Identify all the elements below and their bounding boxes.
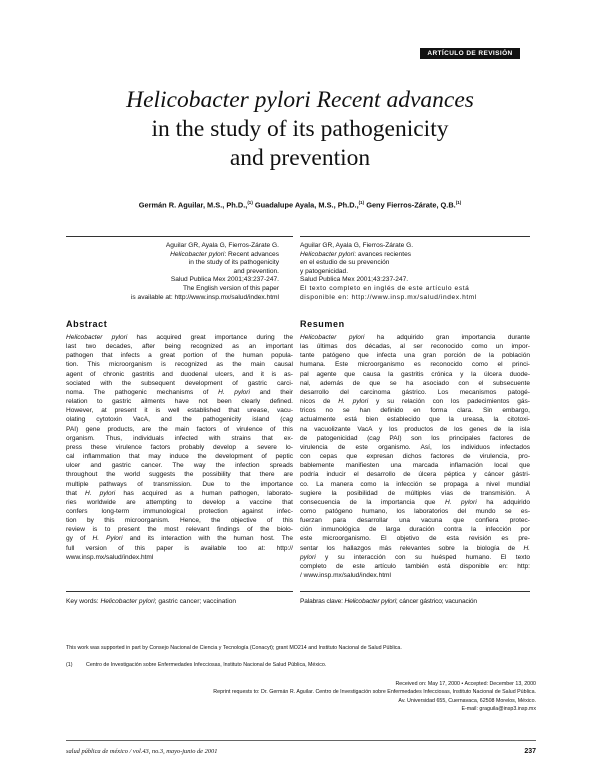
text-line: Helicobacter pylori ha adquirido gran importancia durante [300, 334, 530, 341]
text-line: de patogenicidad (cag PAI) son los principales factores de [300, 434, 531, 442]
title-line: in the study of its pathogenicity [151, 116, 449, 142]
text-line: that H. pylori has acquired as a human pathogen, laborato- [66, 489, 293, 497]
keywords-english: Key words: Helicobacter pylori; gastric cancer; vaccination [66, 598, 237, 605]
text-line: bablemente manifiesten una marcada inflamación local que [300, 462, 530, 470]
contact-email[interactable]: E-mail: graguila@insp3.insp.mx [461, 706, 536, 713]
text-line: tricos no se han definido en forma clara. Sin embargo, [300, 407, 530, 415]
citation-line: Salud Publica Mex 2001;43:237-247. [170, 276, 279, 284]
text-line: gy of H. Pylori and its interaction with the human host. The [66, 535, 293, 543]
text-line: noma. The pathogenic mechanisms of H. pylori and their [66, 388, 293, 396]
text-line: cal inflammation that may induce the development of peptic [66, 453, 293, 461]
text-line: relation to gastric ailments have not been clearly defined. [66, 398, 293, 406]
article-title [60, 86, 540, 173]
text-line: agent of chronic gastritis and duodenal ulcers, and it is as- [66, 370, 293, 378]
keywords-spanish: Palabras clave: Helicobacter pylori; cáncer gástrico; vacunación [300, 598, 477, 605]
text-line: press these virulence factors probably develop a severe lo- [66, 443, 293, 451]
affiliation-marker: (1) [358, 200, 365, 205]
text-line: como patógeno humano, los laboratorios del mundo se es- [300, 507, 530, 515]
funding-note: This work was supported in part by Consejo Nacional de Ciencia y Tecnología (Conacyt); grant MO214 and Instituto Nacional de Salud Pública. [66, 645, 402, 651]
citation-line: Helicobacter pylori: Recent advances [170, 250, 279, 258]
text-line: throughout the world suggests the possibility that there are [66, 471, 293, 479]
text-line: sociated with the subsequent development of gastric carci- [66, 379, 293, 387]
text-line: desarrollo del carcinoma gástrico. Los mecanismos patogé- [300, 388, 530, 396]
text-line: pal agente que causa la gastritis crónica y la úlcera duode- [300, 370, 530, 378]
article-type-badge: ARTÍCULO DE REVISIÓN [420, 48, 520, 59]
affiliation-number: (1) [66, 662, 73, 668]
text-line: tion by this microorganism. Hence, the objective of this [66, 517, 293, 525]
text-line: pylori y su interacción con su huésped humano. El texto [300, 553, 530, 561]
affiliation-text: Centro de Investigación sobre Enfermedades Infecciosas, Instituto Nacional de Salud Pública, México. [86, 662, 327, 668]
correspondence-block [66, 680, 536, 714]
citation-line: en el estudio de su prevención [300, 259, 390, 267]
text-line: sugiere la posibilidad de múltiples vías de transmisión. A [300, 489, 530, 497]
title-line: and prevention [229, 145, 371, 171]
keywords-rule [66, 591, 293, 592]
text-line: pathogen that infects a great portion of the human popula- [66, 352, 293, 360]
text-line: este microorganismo. El objetivo de esta revisión es pre- [300, 535, 530, 543]
text-line: / www.insp.mx/salud/index.html [300, 572, 391, 580]
text-line: ries worldwide are attempting to develop a vaccine that [66, 498, 293, 506]
text-line: co. La manera como la infección se propaga a nivel mundial [300, 480, 530, 488]
reprint-address: Av. Universidad 655, Cuernavaca, 62508 Morelos, México. [398, 697, 536, 704]
citation-line: Aguilar GR, Ayala G, Fierros-Zárate G. [300, 242, 414, 249]
reprint-request: Reprint requests to: Dr. Germán R. Aguilar. Centro de Investigación sobre Enfermedades Infecciosas, Instituto Nacional de Salud Pública. [213, 689, 536, 696]
text-line: ulcer and gastric cancer. The way the infection spreads [66, 462, 293, 470]
text-line: PAI) gene products, are the main factors of virulence of this [66, 425, 293, 433]
text-line: na vacuolizante VacA y los productos de los genes de la isla [300, 425, 530, 433]
text-line: virulencia de este organismo. Así, los individuos infectados [300, 443, 530, 451]
keywords-rule [300, 591, 530, 592]
author-name: Geny Fierros-Zárate, Q.B. [366, 200, 456, 210]
citation-line: Helicobacter pylori: avances recientes [300, 250, 412, 258]
text-line: las últimas dos décadas, al ser reconocido como un impor- [300, 343, 530, 351]
affiliation-marker: (1) [455, 200, 462, 205]
column-rule [300, 236, 530, 237]
text-line: humana. Este microorganismo es reconocido como el princi- [300, 361, 530, 369]
received-dates: Received on: May 17, 2000 • Accepted: December 13, 2000 [395, 681, 536, 687]
citation-line: in the study of its pathogenicity [188, 259, 279, 267]
resumen-heading: Resumen [300, 319, 345, 329]
text-line: consecuencia de la importancia que H. pylori ha adquirido [300, 498, 531, 506]
text-line: olating cytotoxin VacA, and the pathogenicity island (cag [66, 416, 293, 424]
text-line: However, at present it is well established that urease, vacu- [66, 407, 293, 415]
text-line: sentar los hallazgos más relevantes sobre la biología de H. [300, 544, 530, 552]
citation-line: El texto completo en inglés de este artículo está [300, 284, 470, 292]
text-line: nicos de H. pylori y su relación con los padecimientos gás- [300, 398, 530, 406]
text-line: tante patógeno que infecta una gran porción de la población [300, 352, 530, 360]
affiliation-marker: (1) [247, 200, 253, 205]
text-line: podría inducir el desarrollo de úlcera péptica y cáncer gástri- [300, 471, 530, 479]
text-line: review is to present the most relevant findings of the biolo- [66, 526, 293, 534]
text-line: Helicobacter pylori has acquired great importance during the [66, 334, 293, 341]
journal-footer: salud pública de méxico / vol.43, no.3, mayo-junio de 2001 [66, 748, 218, 755]
author-list [60, 200, 540, 209]
citation-english [66, 242, 279, 302]
column-rule [66, 236, 293, 237]
citation-line: The English version of this paper [182, 284, 279, 292]
citation-line: and prevention. [233, 267, 279, 275]
author-name: Guadalupe Ayala, M.S., Ph.D., [254, 200, 359, 210]
citation-url[interactable]: is available at: http://www.insp.mx/salud/index.html [130, 293, 279, 301]
citation-url[interactable]: disponible en: http://www.insp.mx/salud/index.html [300, 293, 477, 301]
abstract-text [66, 333, 293, 562]
footer-rule [66, 740, 536, 741]
text-line: full version of this paper is available too at: http:// [66, 544, 293, 552]
resumen-text [300, 333, 530, 580]
citation-line: Aguilar GR, Ayala G, Fierros-Zárate G. [165, 242, 279, 249]
title-line: Helicobacter pylori Recent advances [126, 87, 474, 113]
text-line: nal, además de que se ha asociado con el subsecuente [300, 379, 530, 387]
text-line: tion. This microorganism is recognized as the main causal [66, 361, 293, 369]
text-line: multiple pathways of transmission. Due to the importance [66, 480, 293, 488]
citation-line: y patogenicidad. [300, 267, 349, 275]
page-number: 237 [524, 748, 536, 755]
text-line: www.insp.mx/salud/index.html [66, 553, 154, 561]
author-name: Germán R. Aguilar, M.S., Ph.D., [138, 200, 248, 210]
text-line: con cepas que expresan dichos factores de virulencia, pro- [300, 453, 530, 461]
text-line: ción inmunológica de larga duración contra la infección por [300, 526, 530, 534]
citation-line: Salud Publica Mex 2001;43:237-247. [300, 276, 409, 284]
abstract-heading: Abstract [66, 319, 108, 329]
text-line: completo de este artículo también está disponible en: http: [300, 562, 530, 570]
text-line: actualmente está bien establecido que la ureasa, la citotoxi- [300, 416, 530, 424]
text-line: fuerzan para desarrollar una vacuna que confiera protec- [300, 517, 530, 525]
text-line: organism. Thus, individuals infected with strains that ex- [66, 434, 293, 442]
text-line: confers long-term immunological protection against infec- [66, 507, 293, 515]
citation-spanish [300, 242, 530, 302]
text-line: last two decades, after being recognized as an important [66, 343, 293, 351]
